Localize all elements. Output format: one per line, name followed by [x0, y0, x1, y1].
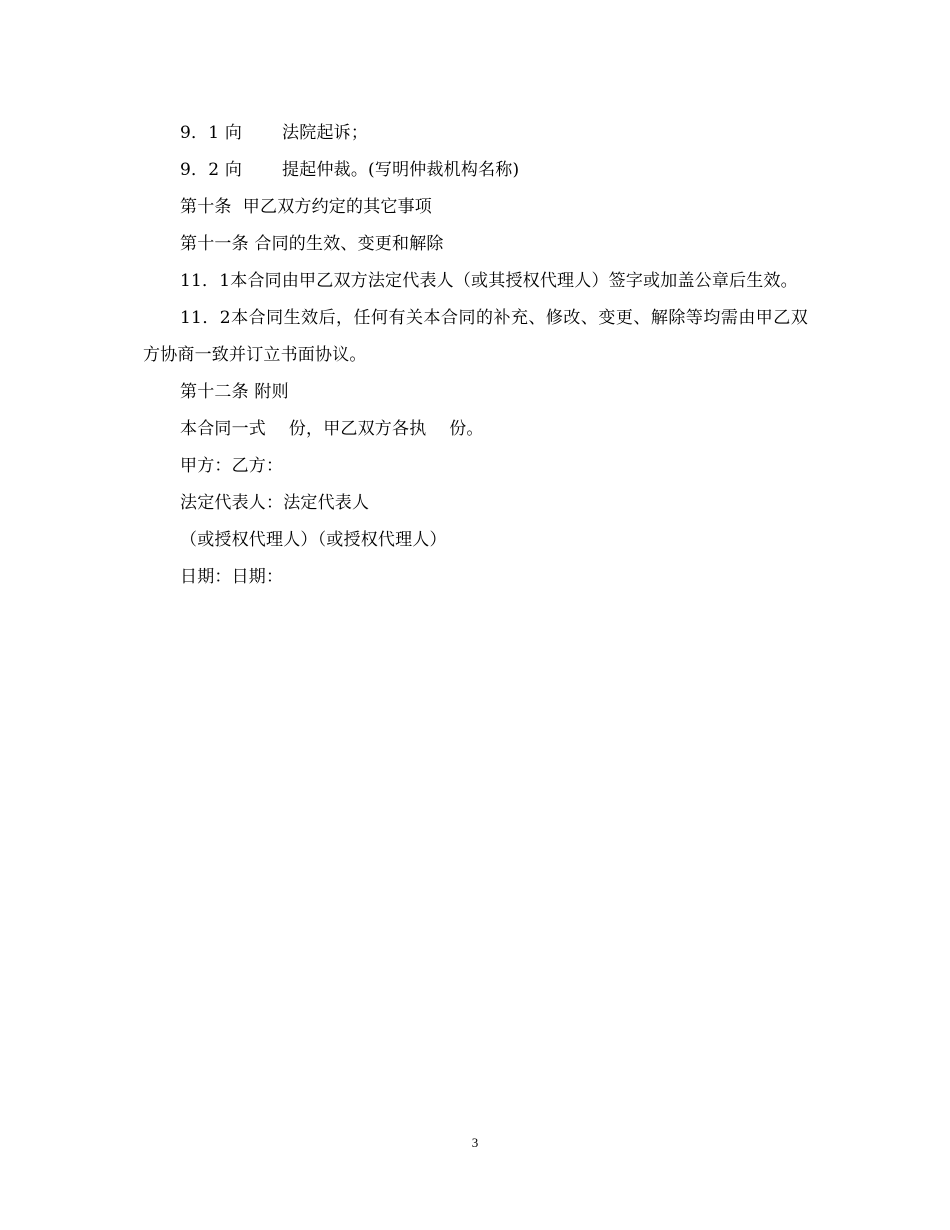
clause-9-1: 9．1 向 法院起诉； [180, 123, 369, 143]
page-number: 3 [471, 1135, 479, 1150]
legal-representative-labels: 法定代表人：法定代表人 [180, 493, 370, 513]
clause-9-2: 9．2 向 提起仲裁。(写明仲裁机构名称) [180, 160, 520, 180]
article-12-heading: 第十二条 附则 [180, 382, 289, 402]
date-labels: 日期：日期： [180, 567, 284, 587]
clause-11-2: 11．2本合同生效后，任何有关本合同的补充、修改、变更、解除等均需由甲乙双方协商一致并订立书面协议。 [143, 308, 808, 365]
clause-11-1: 11．1本合同由甲乙双方法定代表人（或其授权代理人）签字或加盖公章后生效。 [180, 271, 798, 291]
party-labels: 甲方：乙方： [180, 456, 284, 476]
document-body [143, 115, 808, 596]
copies-clause: 本合同一式 份，甲乙双方各执 份。 [180, 419, 484, 439]
article-10-heading: 第十条 甲乙双方约定的其它事项 [180, 197, 433, 217]
article-11-heading: 第十一条 合同的生效、变更和解除 [180, 234, 444, 254]
authorized-agent-labels: （或授权代理人）（或授权代理人） [180, 530, 447, 550]
